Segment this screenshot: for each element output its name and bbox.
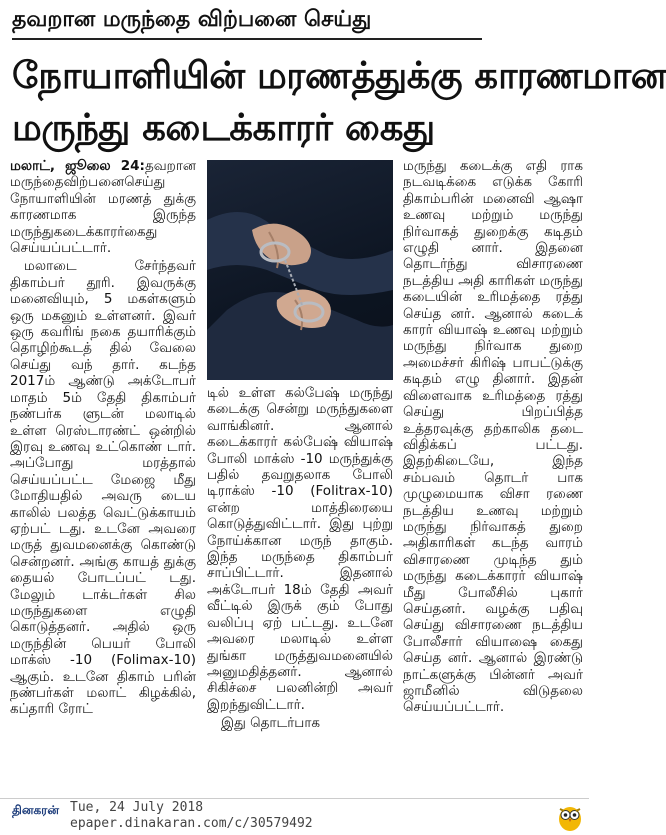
dateline: மலாட், ஜூலை 24:	[10, 158, 145, 174]
body-paragraph: டில் உள்ள கல்பேஷ் மருந்து கடைக்கு சென்று மருந்துகளை வாங்கினர். ஆனால் கடைக்காரர் கல்பேஷ் வியாஷ் போலி மாக்ஸ் -10 மருந்துக்கு பதில் தவறுதலாக போலி டிராக்ஸ் -10 (Folitrax-10) என்ற மாத்திரையை கொடுத்துவிட்டார். இது புற்று நோய்க்கான மருந் தாகும். இந்த மருந்தை திகாம்பர் சாப்பிட்டார். இதனால் அக்டோபர் 18ம் தேதி அவர் வீட்டில் இருக் கும் போது வலிப்பு ஏற் பட்டது. உடனே அவரை மலாடில் உள்ள துங்கா மருத்துவமனையில் அனுமதித்தனர். ஆனால் சிகிச்சை பலனின்றி அவர் இறந்துவிட்டார்.	[207, 385, 393, 713]
article-column-2	[207, 385, 393, 794]
owl-icon	[555, 802, 585, 832]
epaper-footer	[0, 798, 589, 835]
lead-text: தவறான மருந்தைவிற்பனைசெய்து நோயாளியின் மரணத் துக்கு காரணமாக இருந்த மருந்துகடைக்காரர்கைது செய்யப்பட்டார்.	[10, 158, 196, 257]
footer-info	[70, 800, 313, 832]
article-column-1	[10, 158, 196, 794]
handcuffed-hands-photo	[207, 160, 393, 380]
body-paragraph: இது தொடர்பாக	[221, 715, 321, 732]
article-kicker: தவறான மருந்தை விற்பனை செய்து	[12, 2, 482, 40]
handcuffs-illustration	[207, 160, 393, 380]
headline-line-2: மருந்து கடைக்காரர் கைது	[12, 106, 435, 149]
edition-date: Tue, 24 July 2018	[70, 800, 204, 815]
body-paragraph: மலாடை சேர்ந்தவர் திகாம்பர் தூரி. இவருக்கு மனைவியும், 5 மகள்களும் ஒரு மகனும் உள்ளனர். இவர் ஒரு கவரிங் நகை தயாரிக்கும் தொழிற்கூடத் தில் வேலை செய்து வந் தார். கடந்த 2017ம் ஆண்டு அக்டோபர் மாதம் 5ம் தேதி திகாம்பர் நண்பர்க ளுடன் மலாடில் உள்ள ரெஸ்டாரண்ட் ஒன்றில் இரவு உணவு உட்கொண் டார். அப்போது மரத்தால் செய்யப்பட்ட மேஜை மீது மோதியதில் அவரு டைய காலில் பலத்த வெட்டுக்காயம் ஏற்பட் டது. உடனே அவரை மருத் துவமனைக்கு கொண்டு சென்றனர். அங்கு காயத் துக்கு தையல் போடப்பட் டது. மேலும் டாக்டர்கள் சில மருந்துகளை எழுதி கொடுத்தனர். அதில் ஒரு மருந்தின் பெயர் போலி மாக்ஸ் -10 (Folimax-10) ஆகும். உடனே திகாம் பரின் நண்பர்கள் மலாட் கிழக்கில், கப்தாரி ரோட்	[10, 258, 196, 718]
body-paragraph: மருந்து கடைக்கு எதி ராக நடவடிக்கை எடுக்க கோரி திகாம்பரின் மனைவி ஆஷா உணவு மற்றும் மருந்து நிர்வாகத் துறைக்கு கடிதம் எழுதி னார். இதனை தொடர்ந்து விசாரணை நடத்திய அதி காரிகள் மருந்து கடையின் உரிமத்தை ரத்து செய்த னர். ஆனால் கடைக் காரர் வியாஷ் உணவு மற்றும் மருந்து நிர்வாக துறை அமைச்சர் கிரிஷ் பாபட்டுக்கு கடிதம் எழு தினார். இதன் விளைவாக உரிமத்தை ரத்து செய்து பிறப்பித்த உத்தரவுக்கு தற்காலிக தடை விதிக்கப் பட்டது. இதற்கிடையே, இந்த சம்பவம் தொடர் பாக முழுமையாக விசா ரணை நடத்திய உணவு மற்றும் மருந்து நிர்வாகத் துறை அதிகாரிகள் கடந்த வாரம் விசாரணை முடிந்த தும் மருந்து கடைக்காரர் வியாஷ் மீது போலீசில் புகார் செய்தனர். வழக்கு பதிவு செய்து விசாரணை நடத்திய போலீசார் வியாஷை கைது செய்த னர். ஆனால் இரண்டு நாட்களுக்கு பின்னர் அவர் ஜாமீனில் விடுதலை செய்யப்பட்டார்.	[403, 158, 583, 716]
lead-paragraph	[10, 158, 196, 256]
epaper-link[interactable]: epaper.dinakaran.com/c/30579492	[70, 816, 313, 831]
headline-line-1: நோயாளியின் மரணத்துக்கு காரணமான	[12, 54, 666, 97]
article-column-3	[403, 158, 583, 794]
dinakaran-logo: தினகரன்	[12, 803, 59, 817]
article-headline	[12, 50, 666, 154]
